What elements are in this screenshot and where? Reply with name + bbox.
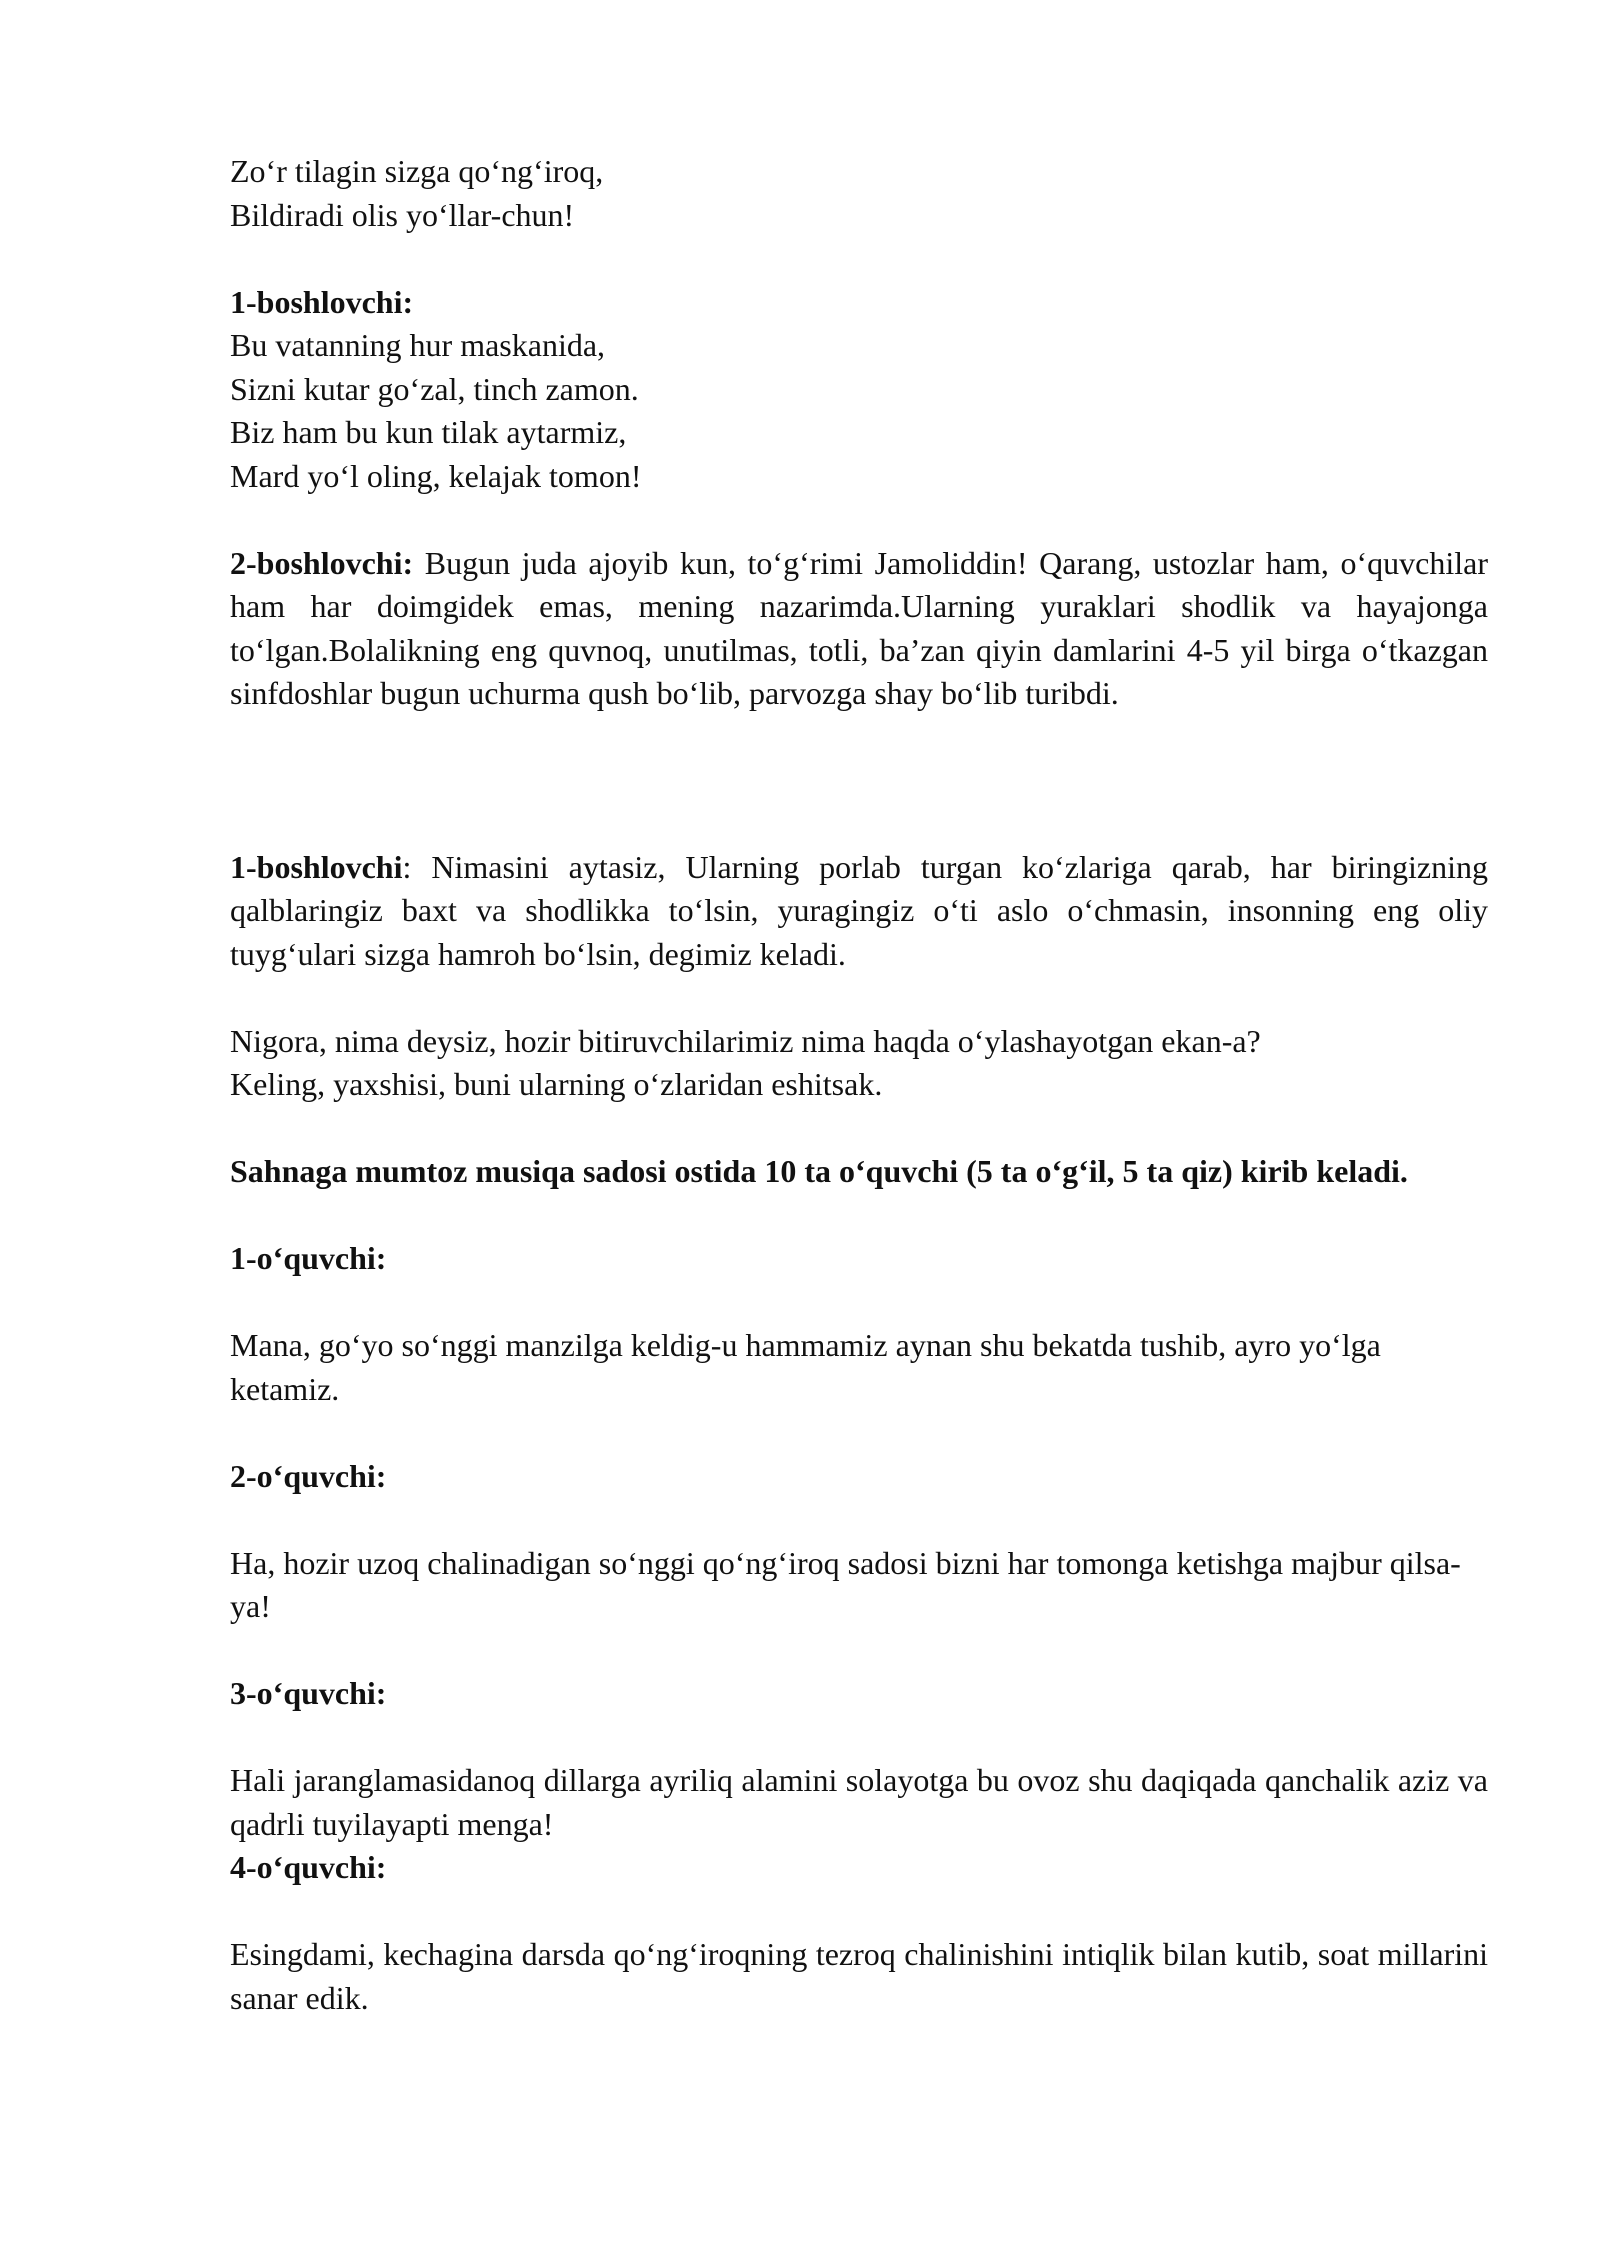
- speaker-label: 2-boshlovchi:: [230, 544, 414, 581]
- verse-line: Bildiradi olis yo‘llar-chun!: [230, 196, 575, 233]
- student-label: 2-o‘quvchi:: [230, 1457, 387, 1494]
- student-label: 3-o‘quvchi:: [230, 1675, 387, 1711]
- opening-verse: [230, 150, 1488, 237]
- verse-line: Bu vatanning hur maskanida,: [230, 327, 606, 363]
- document-body: [230, 150, 1488, 2020]
- student-text: Ha, hozir uzoq chalinadigan so‘nggi qo‘ng‘iroq sadosi bizni har tomonga ketishga majbur qilsa-ya!: [230, 1544, 1461, 1624]
- host1-verse: [230, 324, 1488, 498]
- paragraph-line: Nigora, nima deysiz, hozir bitiruvchilarimiz nima haqda o‘ylashayotgan ekan-a?: [230, 1022, 1261, 1059]
- student-text: Hali jaranglamasidanoq dillarga ayriliq alamini solayotga bu ovoz shu daqiqada qanchalik aziz va qadrli tuyilayapti menga!: [230, 1762, 1488, 1842]
- stage-direction: Sahnaga mumtoz musiqa sadosi ostida 10 ta o‘quvchi (5 ta o‘g‘il, 5 ta qiz) kirib keladi.: [230, 1153, 1408, 1189]
- paragraph-line: Keling, yaxshisi, buni ularning o‘zlaridan eshitsak.: [230, 1066, 883, 1102]
- student-label: 4-o‘quvchi:: [230, 1849, 387, 1885]
- verse-line: Mard yo‘l oling, kelajak tomon!: [230, 457, 642, 494]
- paragraph-text: Bugun juda ajoyib kun, to‘g‘rimi Jamoliddin! Qarang, ustozlar ham, o‘quvchilar ham har doimgidek emas, mening nazarimda.Ularning yuraklari shodlik va hayajonga to‘lgan.Bolalikning eng quvnoq, unutilmas, totli, ba’zan qiyin damlarini 4-5 yil birga o‘tkazgan sinfdoshlar bugun uchurma qush bo‘lib, parvozga shay bo‘lib turibdi.: [230, 544, 1488, 711]
- speaker-label: 1-boshlovchi:: [230, 283, 414, 320]
- host2-paragraph: [230, 542, 1488, 716]
- nigora-paragraph: [230, 1020, 1488, 1107]
- student-text: Mana, go‘yo so‘nggi manzilga keldig-u hammamiz aynan shu bekatda tushib, ayro yo‘lga ketamiz.: [230, 1327, 1381, 1407]
- student-label: 1-o‘quvchi:: [230, 1240, 387, 1276]
- verse-line: Zo‘r tilagin sizga qo‘ng‘iroq,: [230, 153, 604, 189]
- verse-line: Biz ham bu kun tilak aytarmiz,: [230, 414, 627, 450]
- paragraph-text: : Nimasini aytasiz, Ularning porlab turgan ko‘zlariga qarab, har biringizning qalblaringiz baxt va shodlikka to‘lsin, yuragingiz o‘ti aslo o‘chmasin, insonning eng oliy tuyg‘ulari sizga hamroh bo‘lsin, degimiz keladi.: [230, 848, 1488, 972]
- speaker-label: 1-boshlovchi: [230, 848, 403, 885]
- verse-line: Sizni kutar go‘zal, tinch zamon.: [230, 370, 639, 407]
- student-text: Esingdami, kechagina darsda qo‘ng‘iroqning tezroq chalinishini intiqlik bilan kutib, soat millarini sanar edik.: [230, 1936, 1488, 2016]
- host1-paragraph: [230, 846, 1488, 977]
